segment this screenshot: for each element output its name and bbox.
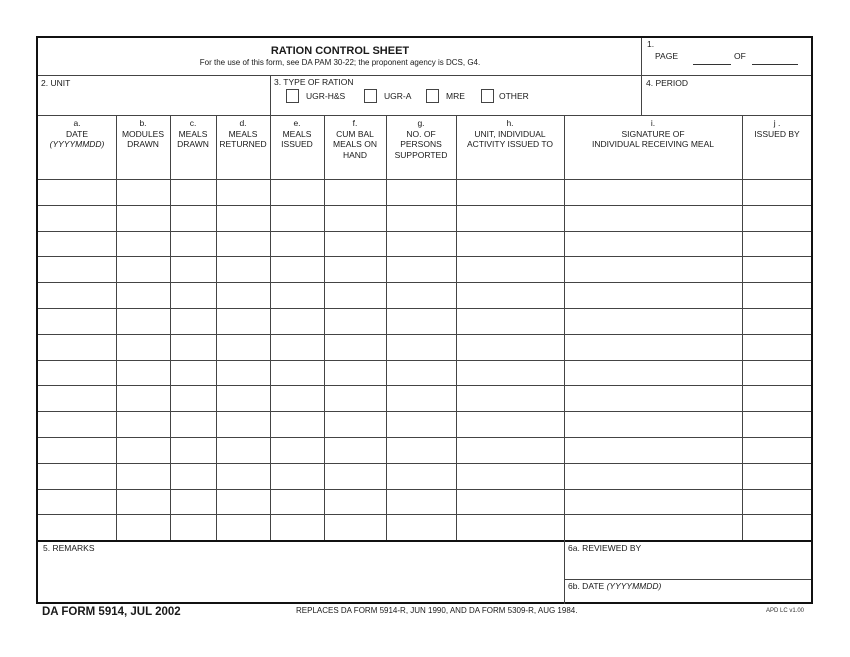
table-cell[interactable]	[217, 309, 269, 333]
table-cell[interactable]	[217, 232, 269, 255]
table-cell[interactable]	[457, 386, 563, 410]
period-label: 4. PERIOD	[646, 78, 689, 88]
table-cell[interactable]	[171, 438, 215, 462]
table-cell[interactable]	[565, 232, 741, 255]
table-cell[interactable]	[457, 309, 563, 333]
table-cell[interactable]	[217, 412, 269, 436]
table-cell[interactable]	[565, 257, 741, 281]
table-cell[interactable]	[117, 232, 169, 255]
table-cell[interactable]	[171, 386, 215, 410]
table-cell[interactable]	[325, 464, 385, 488]
col-d-meals-returned-header: d. MEALS RETURNED	[219, 118, 267, 149]
table-cell[interactable]	[117, 438, 169, 462]
mre-checkbox[interactable]	[426, 89, 439, 103]
table-cell[interactable]	[565, 361, 741, 384]
table-cell[interactable]	[387, 464, 455, 488]
col-a-date-header: a. DATE (YYYYMMDD)	[49, 118, 105, 149]
other-checkbox[interactable]	[481, 89, 494, 103]
table-cell[interactable]	[271, 386, 323, 410]
table-cell[interactable]	[325, 515, 385, 539]
table-cell[interactable]	[171, 206, 215, 230]
table-cell[interactable]	[743, 335, 811, 359]
table-cell[interactable]	[171, 412, 215, 436]
table-cell[interactable]	[39, 309, 115, 333]
form-number: DA FORM 5914, JUL 2002	[42, 606, 181, 618]
page-block-number: 1.	[647, 39, 655, 49]
table-cell[interactable]	[271, 335, 323, 359]
table-cell[interactable]	[387, 335, 455, 359]
table-cell[interactable]	[271, 515, 323, 539]
ugr-a-label: UGR-A	[384, 91, 412, 101]
table-cell[interactable]	[325, 412, 385, 436]
table-cell[interactable]	[565, 309, 741, 333]
table-cell[interactable]	[457, 515, 563, 539]
table-cell[interactable]	[171, 283, 215, 307]
table-cell[interactable]	[387, 438, 455, 462]
table-cell[interactable]	[325, 180, 385, 204]
ration-type-label: 3. TYPE OF RATION	[274, 77, 354, 87]
table-cell[interactable]	[217, 490, 269, 513]
table-cell[interactable]	[743, 386, 811, 410]
table-cell[interactable]	[271, 464, 323, 488]
table-cell[interactable]	[217, 206, 269, 230]
table-cell[interactable]	[171, 515, 215, 539]
table-cell[interactable]	[325, 309, 385, 333]
table-cell[interactable]	[171, 180, 215, 204]
table-cell[interactable]	[387, 283, 455, 307]
remarks-label: 5. REMARKS	[43, 543, 95, 553]
table-cell[interactable]	[457, 464, 563, 488]
table-cell[interactable]	[743, 490, 811, 513]
table-cell[interactable]	[171, 335, 215, 359]
table-cell[interactable]	[171, 232, 215, 255]
table-cell[interactable]	[39, 361, 115, 384]
table-cell[interactable]	[271, 232, 323, 255]
table-cell[interactable]	[171, 464, 215, 488]
col-e-meals-issued-header: e. MEALS ISSUED	[281, 118, 313, 149]
table-cell[interactable]	[217, 515, 269, 539]
table-cell[interactable]	[39, 206, 115, 230]
table-cell[interactable]	[387, 257, 455, 281]
col-b-modules-drawn-header: b. MODULES DRAWN	[121, 118, 165, 149]
table-cell[interactable]	[117, 206, 169, 230]
form-title: RATION CONTROL SHEET	[270, 45, 410, 57]
table-cell[interactable]	[565, 206, 741, 230]
table-cell[interactable]	[387, 232, 455, 255]
table-cell[interactable]	[565, 180, 741, 204]
table-cell[interactable]	[271, 283, 323, 307]
table-cell[interactable]	[387, 180, 455, 204]
ration-control-sheet-form	[36, 36, 813, 604]
table-cell[interactable]	[325, 232, 385, 255]
reviewed-by-label: 6a. REVIEWED BY	[568, 543, 642, 553]
table-cell[interactable]	[565, 464, 741, 488]
table-cell[interactable]	[271, 361, 323, 384]
table-cell[interactable]	[387, 309, 455, 333]
table-cell[interactable]	[171, 309, 215, 333]
page-number-field[interactable]	[693, 64, 731, 65]
ugr-hs-label: UGR-H&S	[306, 91, 346, 101]
col-g-persons-supported-header: g. NO. OF PERSONS SUPPORTED	[394, 118, 448, 160]
table-cell[interactable]	[387, 490, 455, 513]
table-cell[interactable]	[457, 232, 563, 255]
table-cell[interactable]	[457, 335, 563, 359]
table-cell[interactable]	[39, 464, 115, 488]
table-cell[interactable]	[387, 386, 455, 410]
review-date-label: 6b. DATE (YYYYMMDD)	[568, 581, 662, 591]
table-cell[interactable]	[565, 515, 741, 539]
table-cell[interactable]	[117, 257, 169, 281]
table-cell[interactable]	[743, 206, 811, 230]
table-cell[interactable]	[39, 438, 115, 462]
table-cell[interactable]	[271, 438, 323, 462]
table-cell[interactable]	[39, 283, 115, 307]
other-label: OTHER	[499, 91, 529, 101]
remarks-field[interactable]	[38, 552, 564, 604]
table-cell[interactable]	[743, 361, 811, 384]
replaces-note: REPLACES DA FORM 5914-R, JUN 1990, AND DA FORM 5309-R, AUG 1984.	[296, 606, 578, 615]
table-cell[interactable]	[271, 412, 323, 436]
table-cell[interactable]	[39, 335, 115, 359]
table-cell[interactable]	[325, 206, 385, 230]
table-cell[interactable]	[387, 515, 455, 539]
table-cell[interactable]	[217, 283, 269, 307]
table-cell[interactable]	[743, 412, 811, 436]
table-cell[interactable]	[171, 257, 215, 281]
table-cell[interactable]	[325, 490, 385, 513]
table-cell[interactable]	[387, 412, 455, 436]
table-cell[interactable]	[325, 283, 385, 307]
table-cell[interactable]	[387, 206, 455, 230]
reviewed-by-field[interactable]	[565, 552, 812, 578]
table-cell[interactable]	[217, 257, 269, 281]
table-cell[interactable]	[565, 412, 741, 436]
table-cell[interactable]	[217, 438, 269, 462]
table-cell[interactable]	[217, 386, 269, 410]
table-cell[interactable]	[565, 386, 741, 410]
table-cell[interactable]	[457, 438, 563, 462]
ugr-a-checkbox[interactable]	[364, 89, 377, 103]
table-cell[interactable]	[457, 180, 563, 204]
table-cell[interactable]	[117, 464, 169, 488]
table-cell[interactable]	[325, 438, 385, 462]
table-cell[interactable]	[39, 232, 115, 255]
table-cell[interactable]	[117, 386, 169, 410]
table-cell[interactable]	[743, 464, 811, 488]
table-cell[interactable]	[325, 257, 385, 281]
table-cell[interactable]	[743, 283, 811, 307]
mre-label: MRE	[446, 91, 465, 101]
table-cell[interactable]	[457, 490, 563, 513]
unit-field[interactable]	[38, 86, 270, 114]
table-cell[interactable]	[271, 257, 323, 281]
table-cell[interactable]	[387, 361, 455, 384]
table-cell[interactable]	[457, 283, 563, 307]
table-cell[interactable]	[217, 464, 269, 488]
table-cell[interactable]	[39, 386, 115, 410]
table-cell[interactable]	[271, 206, 323, 230]
table-cell[interactable]	[171, 490, 215, 513]
table-cell[interactable]	[325, 361, 385, 384]
table-cell[interactable]	[743, 515, 811, 539]
version-label: APD LC v1.00	[766, 608, 805, 614]
form-subtitle: For the use of this form, see DA PAM 30-22; the proponent agency is DCS, G4.	[199, 58, 481, 67]
table-cell[interactable]	[39, 257, 115, 281]
table-cell[interactable]	[117, 412, 169, 436]
table-cell[interactable]	[565, 490, 741, 513]
ugr-hs-checkbox[interactable]	[286, 89, 299, 103]
table-cell[interactable]	[271, 309, 323, 333]
table-cell[interactable]	[565, 283, 741, 307]
table-cell[interactable]	[217, 335, 269, 359]
table-cell[interactable]	[743, 232, 811, 255]
table-cell[interactable]	[457, 361, 563, 384]
table-cell[interactable]	[217, 361, 269, 384]
col-f-cum-bal-header: f. CUM BAL MEALS ON HAND	[333, 118, 377, 160]
table-cell[interactable]	[271, 180, 323, 204]
table-cell[interactable]	[743, 257, 811, 281]
col-j-issued-by-header: j . ISSUED BY	[754, 118, 800, 139]
of-label: OF	[734, 51, 746, 61]
table-cell[interactable]	[117, 309, 169, 333]
col-i-signature-header: i. SIGNATURE OF INDIVIDUAL RECEIVING MEAL	[591, 118, 715, 149]
col-h-unit-activity-header: h. UNIT, INDIVIDUAL ACTIVITY ISSUED TO	[467, 118, 553, 149]
review-date-field[interactable]	[565, 591, 812, 604]
table-cell[interactable]	[39, 180, 115, 204]
table-cell[interactable]	[565, 438, 741, 462]
table-cell[interactable]	[39, 412, 115, 436]
table-cell[interactable]	[457, 412, 563, 436]
table-cell[interactable]	[325, 335, 385, 359]
table-cell[interactable]	[117, 335, 169, 359]
table-cell[interactable]	[117, 361, 169, 384]
table-cell[interactable]	[565, 335, 741, 359]
table-cell[interactable]	[117, 515, 169, 539]
table-cell[interactable]	[117, 283, 169, 307]
table-cell[interactable]	[271, 490, 323, 513]
table-cell[interactable]	[117, 490, 169, 513]
unit-label: 2. UNIT	[41, 78, 71, 88]
page-total-field[interactable]	[752, 64, 798, 65]
table-cell[interactable]	[457, 257, 563, 281]
table-cell[interactable]	[217, 180, 269, 204]
table-cell[interactable]	[171, 361, 215, 384]
table-cell[interactable]	[743, 309, 811, 333]
table-cell[interactable]	[39, 490, 115, 513]
page-label: PAGE	[655, 51, 678, 61]
table-cell[interactable]	[39, 515, 115, 539]
period-field[interactable]	[642, 86, 812, 114]
table-cell[interactable]	[325, 386, 385, 410]
table-cell[interactable]	[117, 180, 169, 204]
table-cell[interactable]	[743, 438, 811, 462]
table-cell[interactable]	[743, 180, 811, 204]
col-c-meals-drawn-header: c. MEALS DRAWN	[177, 118, 209, 149]
table-cell[interactable]	[457, 206, 563, 230]
